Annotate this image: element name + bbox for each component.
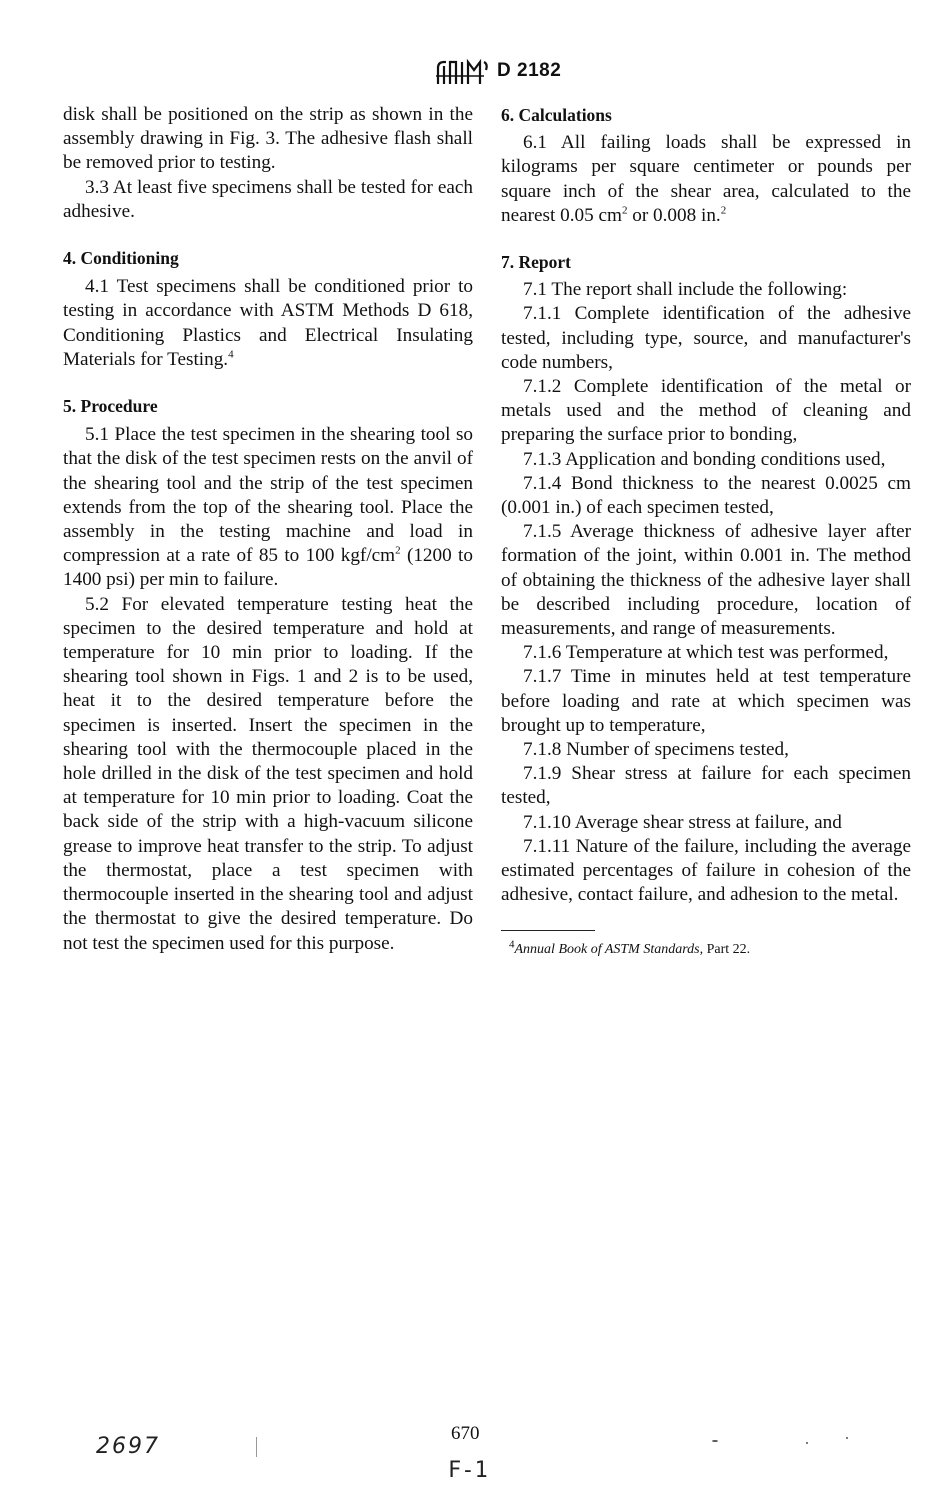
heading-calculations: 6. Calculations — [501, 105, 612, 125]
heading-procedure: 5. Procedure — [63, 396, 158, 417]
paragraph-7-1-11: 7.1.11 Nature of the failure, including the average estimated percentages of failure in cohesion of the adhesive, contact failure, and adhesion to the metal. — [501, 835, 911, 906]
paragraph-7-1-7: 7.1.7 Time in minutes held at test temperature before loading and rate at which specimen was brought up to temperature, — [501, 666, 911, 736]
footnote-divider — [501, 930, 595, 931]
left-column — [63, 103, 473, 956]
footnote: $^4$Annual Book of ASTM Standards, Part 22. — [509, 937, 751, 957]
handwritten-code: F-1 — [448, 1458, 488, 1483]
handwritten-number: 2697 — [96, 1434, 160, 1459]
scan-speck — [806, 1442, 808, 1444]
paragraph-4-1: 4.1 Test specimens shall be conditioned prior to testing in accordance with ASTM Methods D 618, Conditioning Plastics and Electrical Insulating Materials for Testing.$^4$ — [63, 276, 473, 370]
scan-mark — [256, 1437, 257, 1457]
astm-logo-icon — [432, 58, 490, 88]
paragraph-3-3: 3.3 At least five specimens shall be tested for each adhesive. — [63, 176, 473, 222]
paragraph-7-1-10: 7.1.10 Average shear stress at failure, and — [523, 811, 842, 833]
paragraph-6-1: 6.1 All failing loads shall be expressed in kilograms per square centimeter or pounds per square inch of the shear area, calculated to the nearest 0.05 $cm^2$ or 0.008 in.$^2$ — [501, 132, 911, 226]
paragraph-7-1-3: 7.1.3 Application and bonding conditions used, — [523, 448, 886, 470]
standard-designation: D 2182 — [497, 60, 562, 81]
paragraph-7-1-5: 7.1.5 Average thickness of adhesive layer after formation of the joint, within 0.001 in. The method of obtaining the thickness of the adhesive layer shall be described including procedure, location of measurements, and range of measurements. — [501, 521, 911, 640]
right-column — [501, 103, 911, 959]
paragraph-7-1-6: 7.1.6 Temperature at which test was performed, — [523, 642, 889, 664]
page-header — [0, 58, 950, 88]
paragraph-7-1-9: 7.1.9 Shear stress at failure for each specimen tested, — [501, 763, 911, 809]
paragraph-7-1-2: 7.1.2 Complete identification of the metal or metals used and the method of cleaning and preparing the surface prior to bonding, — [501, 376, 911, 446]
paragraph-continuation: disk shall be positioned on the strip as shown in the assembly drawing in Fig. 3. The adhesive flash shall be removed prior to testing. — [63, 104, 473, 174]
paragraph-5-1: 5.1 Place the test specimen in the shearing tool so that the disk of the test specimen rests on the anvil of the shearing tool and the strip of the test specimen extends from the top of the shearing tool. Place the assembly in the testing machine and load in compression at a rate of 85 to 100 kgf/$cm^2$ (1200 to 1400 psi) per min to failure. — [63, 424, 473, 591]
paragraph-7-1-1: 7.1.1 Complete identification of the adhesive tested, including type, source, and manufacturer's code numbers, — [501, 303, 911, 373]
scan-speck — [712, 1440, 718, 1442]
page-number: 670 — [451, 1423, 480, 1444]
paragraph-7-1-8: 7.1.8 Number of specimens tested, — [523, 739, 789, 761]
heading-conditioning: 4. Conditioning — [63, 248, 179, 269]
scan-speck — [846, 1437, 848, 1439]
paragraph-7-1: 7.1 The report shall include the following: — [523, 279, 848, 301]
paragraph-7-1-4: 7.1.4 Bond thickness to the nearest 0.0025 cm (0.001 in.) of each specimen tested, — [501, 472, 911, 519]
footnote-ref: 4 — [228, 348, 234, 361]
heading-report: 7. Report — [501, 252, 571, 273]
paragraph-5-2: 5.2 For elevated temperature testing heat the specimen to the desired temperature and hold at temperature for 10 min prior to loading. If the shearing tool shown in Figs. 1 and 2 is to be used, heat it to the desired temperature before the specimen is inserted. Insert the specimen in the shearing tool with the thermocouple placed in the hole drilled in the disk of the test specimen and hold at temperature for 10 min prior to loading. Coat the back side of the strip with a high-vacuum silicone grease to improve heat transfer to the strip. To adjust the thermostat, place a test specimen with thermocouple inserted in the shearing tool and adjust the thermostat to give the desired temperature. Do not test the specimen used for this purpose. — [63, 593, 473, 954]
